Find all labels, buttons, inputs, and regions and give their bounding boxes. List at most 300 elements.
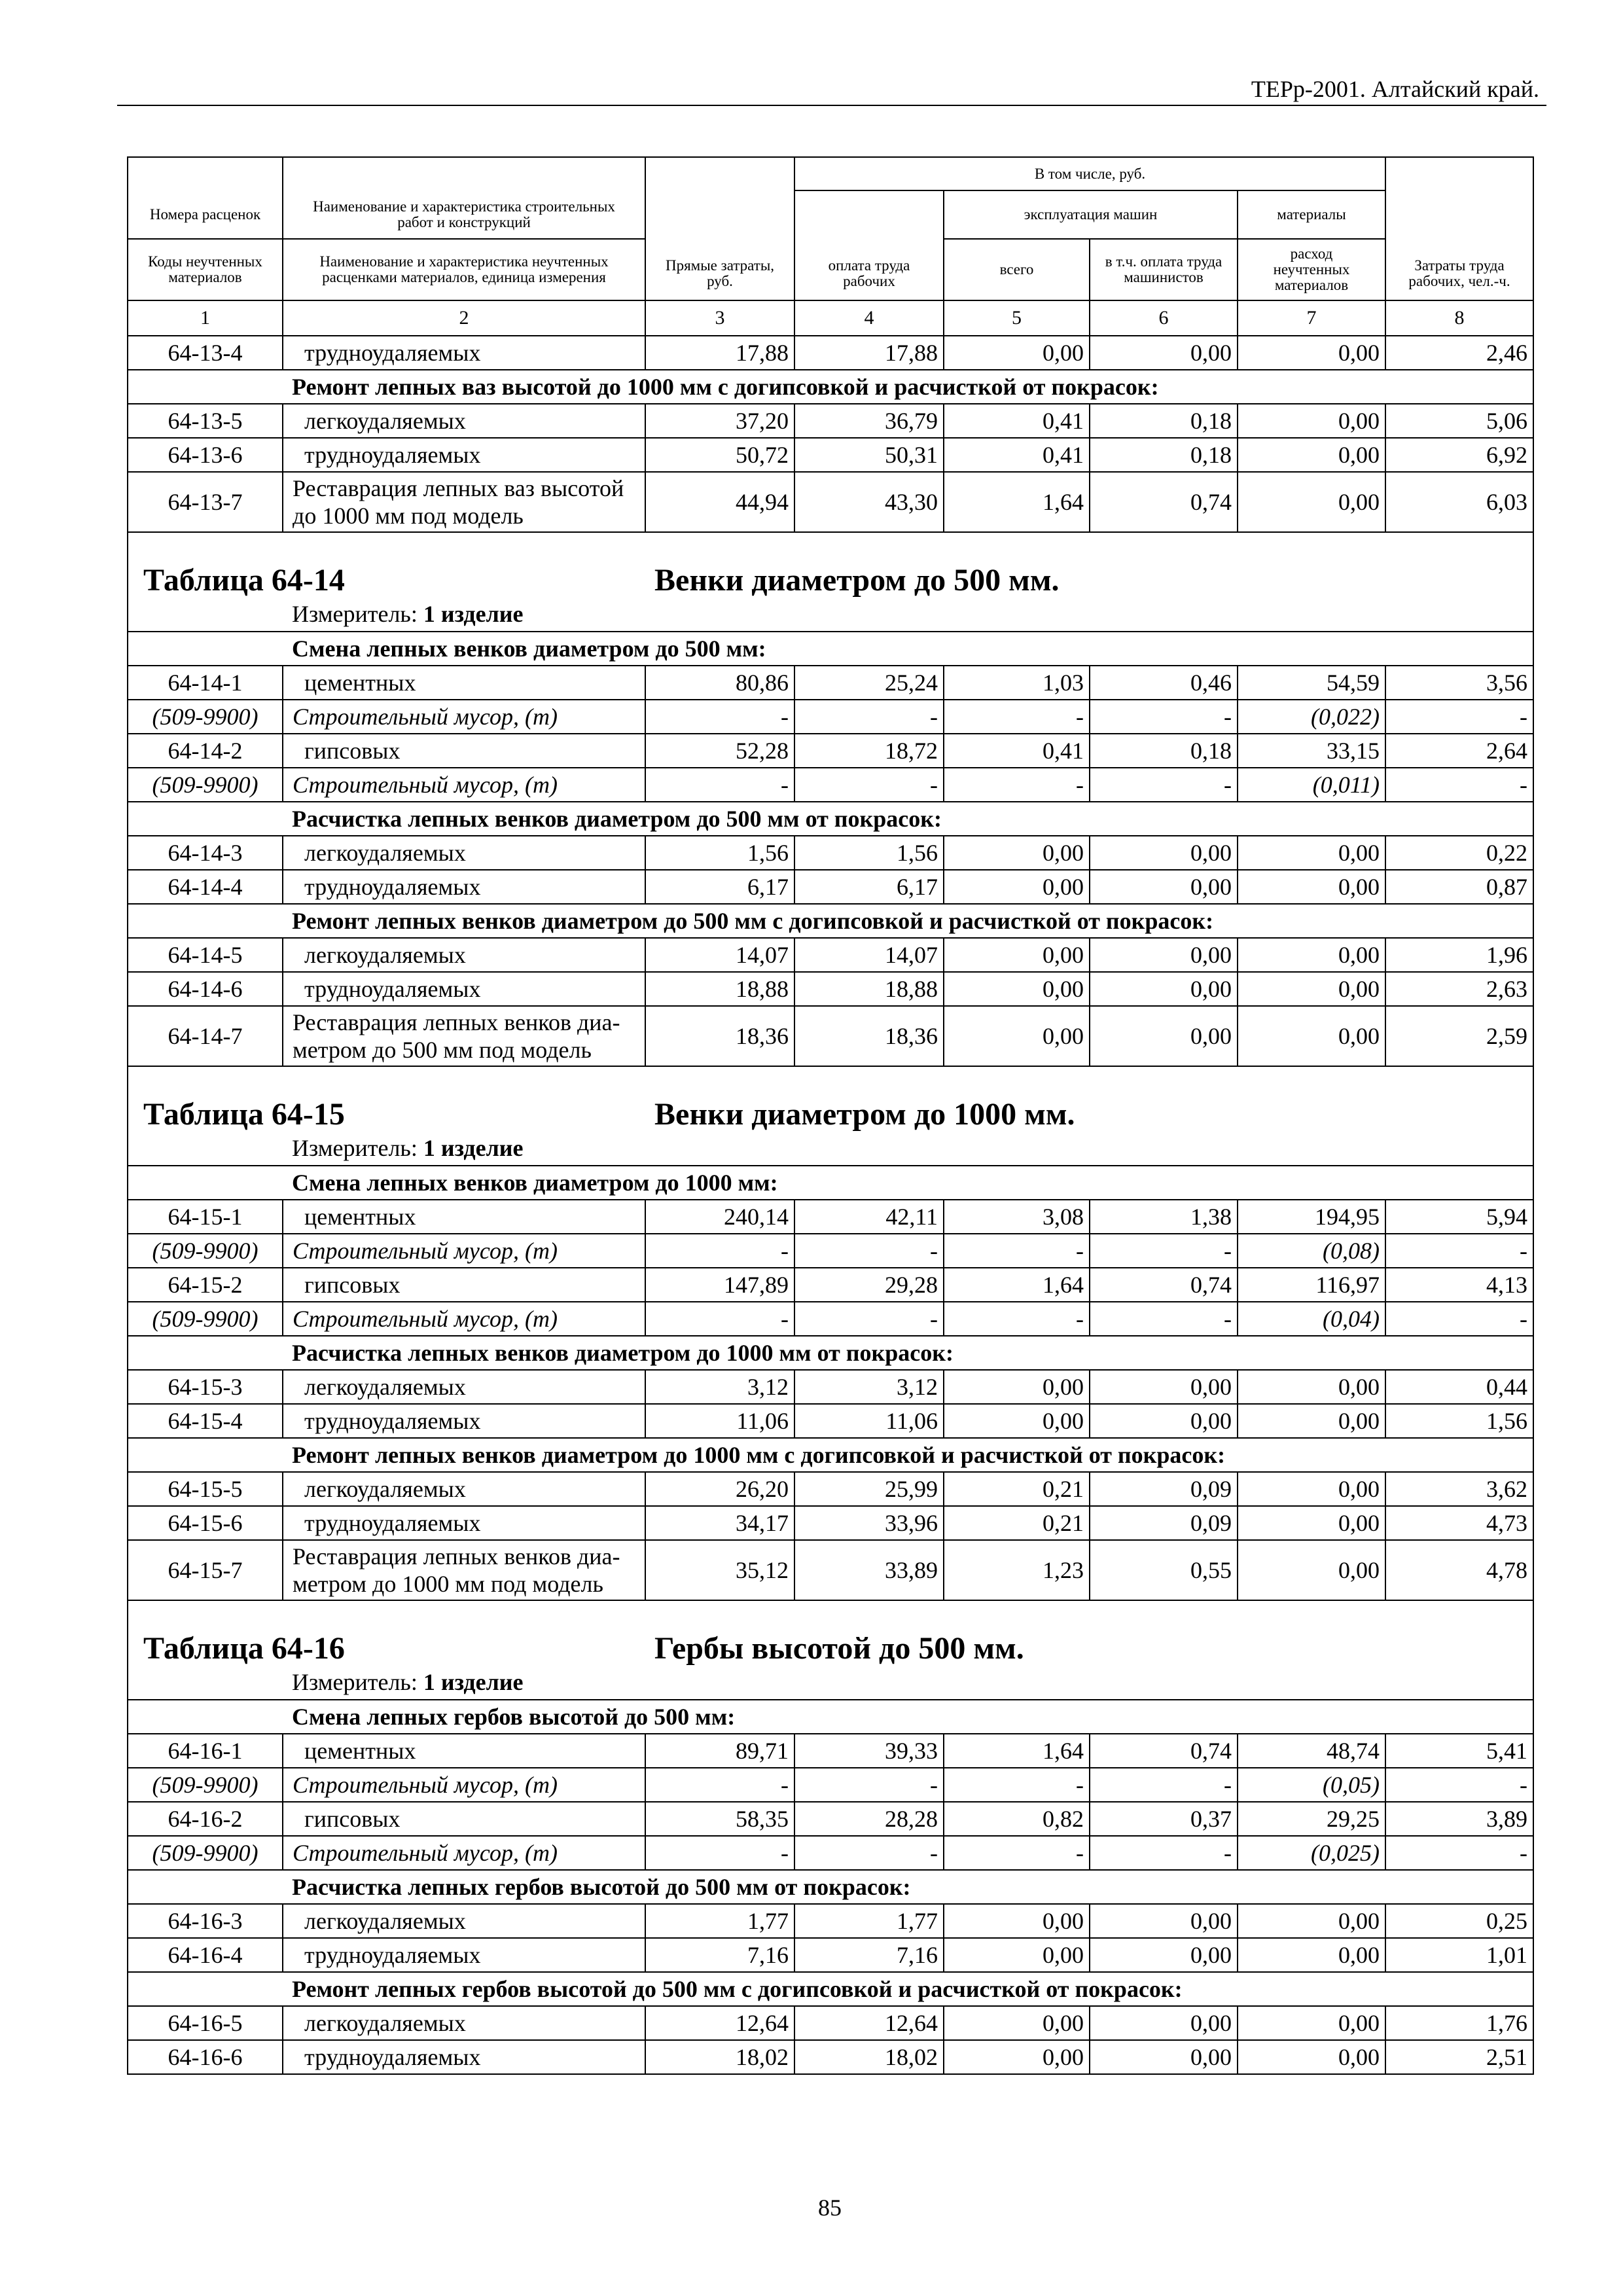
material-cost-cell: 0,00 [1238, 1506, 1385, 1540]
machinist-wage-cell: 0,00 [1090, 2040, 1238, 2074]
machinist-wage-cell: 0,09 [1090, 1472, 1238, 1506]
work-name-cell: трудноудаляемых [283, 1506, 645, 1540]
section-header-row [128, 370, 1533, 404]
header-material-name [283, 239, 645, 300]
labor-hours-cell: 2,63 [1385, 972, 1533, 1006]
machine-cost-cell: 1,64 [944, 1268, 1090, 1302]
worker-wage-cell: 18,36 [794, 1006, 944, 1066]
rate-code-cell: 64-14-5 [128, 938, 283, 972]
direct-cost-cell: - [645, 1768, 794, 1802]
labor-hours-cell: 0,87 [1385, 870, 1533, 904]
header-labor-hours [1385, 157, 1533, 300]
section-header-text: Расчистка лепных венков диаметром до 1000 мм от покрасок: [128, 1336, 1533, 1370]
rate-row [128, 2040, 1533, 2074]
rate-code-cell: 64-15-6 [128, 1506, 283, 1540]
labor-hours-cell: - [1385, 1302, 1533, 1336]
worker-wage-cell: 18,72 [794, 734, 944, 768]
section-header-row [128, 1870, 1533, 1904]
material-code-cell: (509-9900) [128, 1234, 283, 1268]
machine-cost-cell: 1,64 [944, 472, 1090, 532]
material-cost-cell: 0,00 [1238, 938, 1385, 972]
rate-row [128, 734, 1533, 768]
labor-hours-cell: 1,01 [1385, 1938, 1533, 1972]
machinist-wage-cell: 0,00 [1090, 1006, 1238, 1066]
header-machinist-wage [1090, 239, 1238, 300]
work-name-cell: легкоудаляемых [283, 2006, 645, 2040]
rate-row [128, 472, 1533, 532]
header-work-name [283, 157, 645, 239]
worker-wage-cell: 39,33 [794, 1734, 944, 1768]
rates-table [127, 156, 1534, 2075]
material-cost-cell: 0,00 [1238, 438, 1385, 472]
work-name-cell: легкоудаляемых [283, 836, 645, 870]
machine-cost-cell: - [944, 1836, 1090, 1870]
direct-cost-cell: - [645, 768, 794, 802]
header-text-line: расход [1290, 245, 1333, 262]
machinist-wage-cell: 0,74 [1090, 1734, 1238, 1768]
header-text-line: Затраты труда [1414, 257, 1505, 274]
material-cost-cell: 0,00 [1238, 1938, 1385, 1972]
machine-cost-cell: - [944, 1768, 1090, 1802]
rate-code-cell: 64-14-4 [128, 870, 283, 904]
work-name-cell [283, 472, 645, 532]
direct-cost-cell: 11,06 [645, 1404, 794, 1438]
rate-row [128, 1200, 1533, 1234]
labor-hours-cell: 3,62 [1385, 1472, 1533, 1506]
work-name-cell: трудноудаляемых [283, 870, 645, 904]
section-header-text: Смена лепных венков диаметром до 1000 мм: [128, 1166, 1533, 1200]
section-header-row [128, 632, 1533, 666]
work-name-cell [283, 1006, 645, 1066]
measure-unit-value: 1 изделие [423, 601, 524, 627]
machine-cost-cell: - [944, 1302, 1090, 1336]
material-cost-cell: (0,022) [1238, 700, 1385, 734]
column-number: 1 [128, 300, 283, 336]
worker-wage-cell: 6,17 [794, 870, 944, 904]
material-cost-cell: (0,08) [1238, 1234, 1385, 1268]
work-name-cell: легкоудаляемых [283, 1370, 645, 1404]
labor-hours-cell: 6,03 [1385, 472, 1533, 532]
work-name-cell: гипсовых [283, 1268, 645, 1302]
worker-wage-cell: 18,88 [794, 972, 944, 1006]
labor-hours-cell: 1,76 [1385, 2006, 1533, 2040]
work-name-cell: легкоудаляемых [283, 404, 645, 438]
running-header: ТЕРр-2001. Алтайский край. [1251, 76, 1539, 102]
rate-code-cell: 64-14-1 [128, 666, 283, 700]
labor-hours-cell: 4,78 [1385, 1540, 1533, 1600]
rate-code-cell: 64-13-6 [128, 438, 283, 472]
section-header-row [128, 1700, 1533, 1734]
labor-hours-cell: 3,89 [1385, 1802, 1533, 1836]
header-text-line: В том числе, руб. [1034, 165, 1146, 182]
work-name-cell: трудноудаляемых [283, 336, 645, 370]
rate-code-cell: 64-13-4 [128, 336, 283, 370]
worker-wage-cell: 12,64 [794, 2006, 944, 2040]
header-text-line: машинистов [1124, 269, 1204, 285]
machinist-wage-cell: 0,00 [1090, 870, 1238, 904]
work-name-cell: легкоудаляемых [283, 1904, 645, 1938]
worker-wage-cell: 1,77 [794, 1904, 944, 1938]
header-text-line: рабочих, чел.-ч. [1408, 273, 1510, 289]
header-text-line: материалы [1277, 206, 1346, 223]
measure-unit-label: Измеритель: [292, 1669, 418, 1695]
labor-hours-cell: 4,13 [1385, 1268, 1533, 1302]
direct-cost-cell: 6,17 [645, 870, 794, 904]
rate-row [128, 1472, 1533, 1506]
header-text-line: неучтенных [1273, 261, 1350, 278]
rate-row [128, 1006, 1533, 1066]
material-code-cell: (509-9900) [128, 700, 283, 734]
machinist-wage-cell: - [1090, 1234, 1238, 1268]
header-text-line: руб. [707, 273, 733, 289]
worker-wage-cell: 28,28 [794, 1802, 944, 1836]
machinist-wage-cell: 0,18 [1090, 734, 1238, 768]
machine-cost-cell: 0,41 [944, 734, 1090, 768]
header-text-line: Номера расценок [149, 206, 261, 223]
worker-wage-cell: - [794, 700, 944, 734]
rate-row [128, 1904, 1533, 1938]
work-name-line: Реставрация лепных венков диа- [293, 1543, 620, 1570]
header-text-line: материалов [1274, 277, 1349, 293]
labor-hours-cell: 3,56 [1385, 666, 1533, 700]
rate-code-cell: 64-14-7 [128, 1006, 283, 1066]
machinist-wage-cell: 0,74 [1090, 472, 1238, 532]
direct-cost-cell: 18,88 [645, 972, 794, 1006]
work-name-cell: цементных [283, 1734, 645, 1768]
header-machine-operation [944, 190, 1238, 239]
machine-cost-cell: 0,00 [944, 836, 1090, 870]
rate-code-cell: 64-15-3 [128, 1370, 283, 1404]
rate-row [128, 2006, 1533, 2040]
column-number: 4 [794, 300, 944, 336]
work-name-cell: трудноудаляемых [283, 1938, 645, 1972]
rate-code-cell: 64-16-2 [128, 1802, 283, 1836]
machine-cost-cell: 0,00 [944, 336, 1090, 370]
rate-row [128, 404, 1533, 438]
rate-row [128, 666, 1533, 700]
material-row [128, 1768, 1533, 1802]
header-material-codes [128, 239, 283, 300]
header-material-consumption [1238, 239, 1385, 300]
rate-row [128, 938, 1533, 972]
work-name-cell: цементных [283, 666, 645, 700]
worker-wage-cell: 7,16 [794, 1938, 944, 1972]
rate-code-cell: 64-15-1 [128, 1200, 283, 1234]
material-cost-cell: 0,00 [1238, 2040, 1385, 2074]
header-text-line: эксплуатация машин [1024, 206, 1158, 223]
machinist-wage-cell: - [1090, 1836, 1238, 1870]
worker-wage-cell: 25,99 [794, 1472, 944, 1506]
header-machine-total [944, 239, 1090, 300]
section-header-text: Ремонт лепных венков диаметром до 500 мм с догипсовкой и расчисткой от покрасок: [128, 904, 1533, 938]
machine-cost-cell: - [944, 700, 1090, 734]
header-text-line: рабочих [843, 273, 895, 289]
machinist-wage-cell: 0,46 [1090, 666, 1238, 700]
material-cost-cell: 116,97 [1238, 1268, 1385, 1302]
machinist-wage-cell: 0,00 [1090, 836, 1238, 870]
labor-hours-cell: 0,25 [1385, 1904, 1533, 1938]
worker-wage-cell: 33,96 [794, 1506, 944, 1540]
labor-hours-cell: 2,59 [1385, 1006, 1533, 1066]
labor-hours-cell: 0,22 [1385, 836, 1533, 870]
direct-cost-cell: 26,20 [645, 1472, 794, 1506]
worker-wage-cell: 36,79 [794, 404, 944, 438]
material-cost-cell: 29,25 [1238, 1802, 1385, 1836]
rate-code-cell: 64-15-2 [128, 1268, 283, 1302]
material-name-cell: Строительный мусор, (т) [283, 700, 645, 734]
material-name-cell: Строительный мусор, (т) [283, 1234, 645, 1268]
section-header-row [128, 1336, 1533, 1370]
labor-hours-cell: 4,73 [1385, 1506, 1533, 1540]
rate-code-cell: 64-14-6 [128, 972, 283, 1006]
material-cost-cell: 0,00 [1238, 1404, 1385, 1438]
machine-cost-cell: 0,00 [944, 1006, 1090, 1066]
material-cost-cell: 0,00 [1238, 1540, 1385, 1600]
section-header-row [128, 1166, 1533, 1200]
labor-hours-cell: - [1385, 768, 1533, 802]
rate-row [128, 1404, 1533, 1438]
labor-hours-cell: - [1385, 700, 1533, 734]
machine-cost-cell: 1,23 [944, 1540, 1090, 1600]
machinist-wage-cell: - [1090, 1302, 1238, 1336]
labor-hours-cell: 2,51 [1385, 2040, 1533, 2074]
worker-wage-cell: 33,89 [794, 1540, 944, 1600]
rates-table-body [128, 336, 1533, 2074]
header-text-line: Коды неучтенных [148, 253, 262, 270]
table-number: Таблица 64-16 [143, 1631, 345, 1666]
section-header-text: Ремонт лепных ваз высотой до 1000 мм с догипсовкой и расчисткой от покрасок: [128, 370, 1533, 404]
direct-cost-cell: - [645, 1234, 794, 1268]
rate-row [128, 1506, 1533, 1540]
table-title-line [128, 1067, 1533, 1134]
machinist-wage-cell: 0,09 [1090, 1506, 1238, 1540]
measure-unit-value: 1 изделие [423, 1669, 524, 1695]
material-code-cell: (509-9900) [128, 1302, 283, 1336]
direct-cost-cell: 14,07 [645, 938, 794, 972]
column-number: 3 [645, 300, 794, 336]
direct-cost-cell: 7,16 [645, 1938, 794, 1972]
work-name-line: Реставрация лепных венков диа- [293, 1009, 620, 1035]
worker-wage-cell: 43,30 [794, 472, 944, 532]
measure-unit-label: Измеритель: [292, 1135, 418, 1161]
machine-cost-cell: 0,41 [944, 404, 1090, 438]
rate-code-cell: 64-16-1 [128, 1734, 283, 1768]
labor-hours-cell: 2,64 [1385, 734, 1533, 768]
worker-wage-cell: 14,07 [794, 938, 944, 972]
table-title: Венки диаметром до 1000 мм. [654, 1097, 1075, 1132]
header-text-line: Прямые затраты, [665, 257, 775, 274]
rate-row [128, 870, 1533, 904]
labor-hours-cell: 5,94 [1385, 1200, 1533, 1234]
worker-wage-cell: 25,24 [794, 666, 944, 700]
worker-wage-cell: 42,11 [794, 1200, 944, 1234]
work-name-cell [283, 1540, 645, 1600]
material-cost-cell: 0,00 [1238, 2006, 1385, 2040]
page-number: 85 [818, 2195, 842, 2221]
direct-cost-cell: 18,02 [645, 2040, 794, 2074]
machine-cost-cell: 0,00 [944, 1370, 1090, 1404]
column-number: 2 [283, 300, 645, 336]
header-direct-cost [645, 157, 794, 300]
direct-cost-cell: 147,89 [645, 1268, 794, 1302]
measure-unit-line [128, 1134, 1533, 1162]
header-including [794, 157, 1385, 190]
work-name-cell: трудноудаляемых [283, 2040, 645, 2074]
header-rate-numbers [128, 157, 283, 239]
material-cost-cell: 33,15 [1238, 734, 1385, 768]
machinist-wage-cell: 0,00 [1090, 1404, 1238, 1438]
material-cost-cell: 0,00 [1238, 870, 1385, 904]
worker-wage-cell: - [794, 1302, 944, 1336]
section-header-row [128, 1438, 1533, 1472]
rate-code-cell: 64-15-5 [128, 1472, 283, 1506]
material-cost-cell: 0,00 [1238, 1370, 1385, 1404]
section-header-row [128, 1972, 1533, 2006]
section-header-text: Ремонт лепных гербов высотой до 500 мм с догипсовкой и расчисткой от покрасок: [128, 1972, 1533, 2006]
worker-wage-cell: - [794, 768, 944, 802]
labor-hours-cell: - [1385, 1768, 1533, 1802]
material-name-cell: Строительный мусор, (т) [283, 768, 645, 802]
header-text-line: оплата труда [828, 257, 910, 274]
rate-code-cell: 64-13-7 [128, 472, 283, 532]
table-title-block [128, 1066, 1533, 1166]
header-rule [117, 105, 1546, 106]
table-number: Таблица 64-15 [143, 1097, 345, 1132]
machinist-wage-cell: - [1090, 768, 1238, 802]
machinist-wage-cell: 1,38 [1090, 1200, 1238, 1234]
rate-row [128, 1268, 1533, 1302]
rate-code-cell: 64-15-4 [128, 1404, 283, 1438]
worker-wage-cell: 18,02 [794, 2040, 944, 2074]
direct-cost-cell: - [645, 700, 794, 734]
direct-cost-cell: 17,88 [645, 336, 794, 370]
machinist-wage-cell: 0,00 [1090, 1938, 1238, 1972]
worker-wage-cell: - [794, 1234, 944, 1268]
work-name-line: до 1000 мм под модель [293, 503, 524, 529]
rate-row [128, 336, 1533, 370]
material-cost-cell: 0,00 [1238, 1904, 1385, 1938]
table-number: Таблица 64-14 [143, 563, 345, 598]
header-materials [1238, 190, 1385, 239]
machinist-wage-cell: 0,00 [1090, 938, 1238, 972]
column-number: 5 [944, 300, 1090, 336]
material-cost-cell: 0,00 [1238, 472, 1385, 532]
rate-code-cell: 64-16-5 [128, 2006, 283, 2040]
material-cost-cell: (0,011) [1238, 768, 1385, 802]
section-header-row [128, 904, 1533, 938]
material-cost-cell: 0,00 [1238, 404, 1385, 438]
table-title: Венки диаметром до 500 мм. [654, 563, 1060, 598]
work-name-cell: легкоудаляемых [283, 1472, 645, 1506]
measure-unit-label: Измеритель: [292, 601, 418, 627]
machine-cost-cell: 0,82 [944, 1802, 1090, 1836]
material-code-cell: (509-9900) [128, 768, 283, 802]
material-cost-cell: 0,00 [1238, 336, 1385, 370]
machinist-wage-cell: - [1090, 700, 1238, 734]
measure-unit-line [128, 1668, 1533, 1696]
column-number: 8 [1385, 300, 1533, 336]
rate-code-cell: 64-15-7 [128, 1540, 283, 1600]
machinist-wage-cell: - [1090, 1768, 1238, 1802]
machinist-wage-cell: 0,74 [1090, 1268, 1238, 1302]
machine-cost-cell: 0,00 [944, 972, 1090, 1006]
worker-wage-cell: 1,56 [794, 836, 944, 870]
material-name-cell: Строительный мусор, (т) [283, 1768, 645, 1802]
material-cost-cell: (0,05) [1238, 1768, 1385, 1802]
direct-cost-cell: 34,17 [645, 1506, 794, 1540]
machine-cost-cell: 1,03 [944, 666, 1090, 700]
header-text-line: материалов [168, 269, 242, 285]
machine-cost-cell: 0,00 [944, 1938, 1090, 1972]
labor-hours-cell: - [1385, 1234, 1533, 1268]
machine-cost-cell: 1,64 [944, 1734, 1090, 1768]
header-text-line: работ и конструкций [397, 213, 531, 230]
header-text-line: расценками материалов, единица измерения [322, 269, 606, 285]
rate-row [128, 1540, 1533, 1600]
material-row [128, 1234, 1533, 1268]
material-cost-cell: 0,00 [1238, 972, 1385, 1006]
work-name-line: метром до 1000 мм под модель [293, 1571, 603, 1597]
machine-cost-cell: 0,21 [944, 1472, 1090, 1506]
work-name-line: Реставрация лепных ваз высотой [293, 475, 624, 501]
direct-cost-cell: 240,14 [645, 1200, 794, 1234]
table-title-row [128, 532, 1533, 632]
table-title-block [128, 532, 1533, 632]
material-row [128, 1836, 1533, 1870]
direct-cost-cell: 44,94 [645, 472, 794, 532]
machine-cost-cell: 0,00 [944, 870, 1090, 904]
section-header-text: Ремонт лепных венков диаметром до 1000 мм с догипсовкой и расчисткой от покрасок: [128, 1438, 1533, 1472]
machine-cost-cell: 0,00 [944, 938, 1090, 972]
material-row [128, 700, 1533, 734]
rate-row [128, 1734, 1533, 1768]
worker-wage-cell: 17,88 [794, 336, 944, 370]
rate-row [128, 972, 1533, 1006]
rate-row [128, 1938, 1533, 1972]
direct-cost-cell: 37,20 [645, 404, 794, 438]
machinist-wage-cell: 0,37 [1090, 1802, 1238, 1836]
labor-hours-cell: 5,06 [1385, 404, 1533, 438]
material-cost-cell: 48,74 [1238, 1734, 1385, 1768]
machine-cost-cell: 0,21 [944, 1506, 1090, 1540]
machinist-wage-cell: 0,00 [1090, 336, 1238, 370]
work-name-cell: трудноудаляемых [283, 1404, 645, 1438]
table-title-block [128, 1600, 1533, 1700]
worker-wage-cell: 11,06 [794, 1404, 944, 1438]
worker-wage-cell: - [794, 1768, 944, 1802]
section-header-text: Смена лепных гербов высотой до 500 мм: [128, 1700, 1533, 1734]
rate-code-cell: 64-16-3 [128, 1904, 283, 1938]
work-name-cell: цементных [283, 1200, 645, 1234]
machine-cost-cell: 0,00 [944, 2006, 1090, 2040]
machinist-wage-cell: 0,00 [1090, 1904, 1238, 1938]
section-header-text: Расчистка лепных гербов высотой до 500 мм от покрасок: [128, 1870, 1533, 1904]
machine-cost-cell: - [944, 1234, 1090, 1268]
machine-cost-cell: 0,00 [944, 2040, 1090, 2074]
section-header-row [128, 802, 1533, 836]
material-row [128, 1302, 1533, 1336]
direct-cost-cell: 1,77 [645, 1904, 794, 1938]
material-cost-cell: 0,00 [1238, 1472, 1385, 1506]
direct-cost-cell: 35,12 [645, 1540, 794, 1600]
machine-cost-cell: 0,41 [944, 438, 1090, 472]
labor-hours-cell: 0,44 [1385, 1370, 1533, 1404]
direct-cost-cell: - [645, 1836, 794, 1870]
machinist-wage-cell: 0,18 [1090, 438, 1238, 472]
measure-unit-line [128, 600, 1533, 628]
worker-wage-cell: - [794, 1836, 944, 1870]
rate-code-cell: 64-16-4 [128, 1938, 283, 1972]
